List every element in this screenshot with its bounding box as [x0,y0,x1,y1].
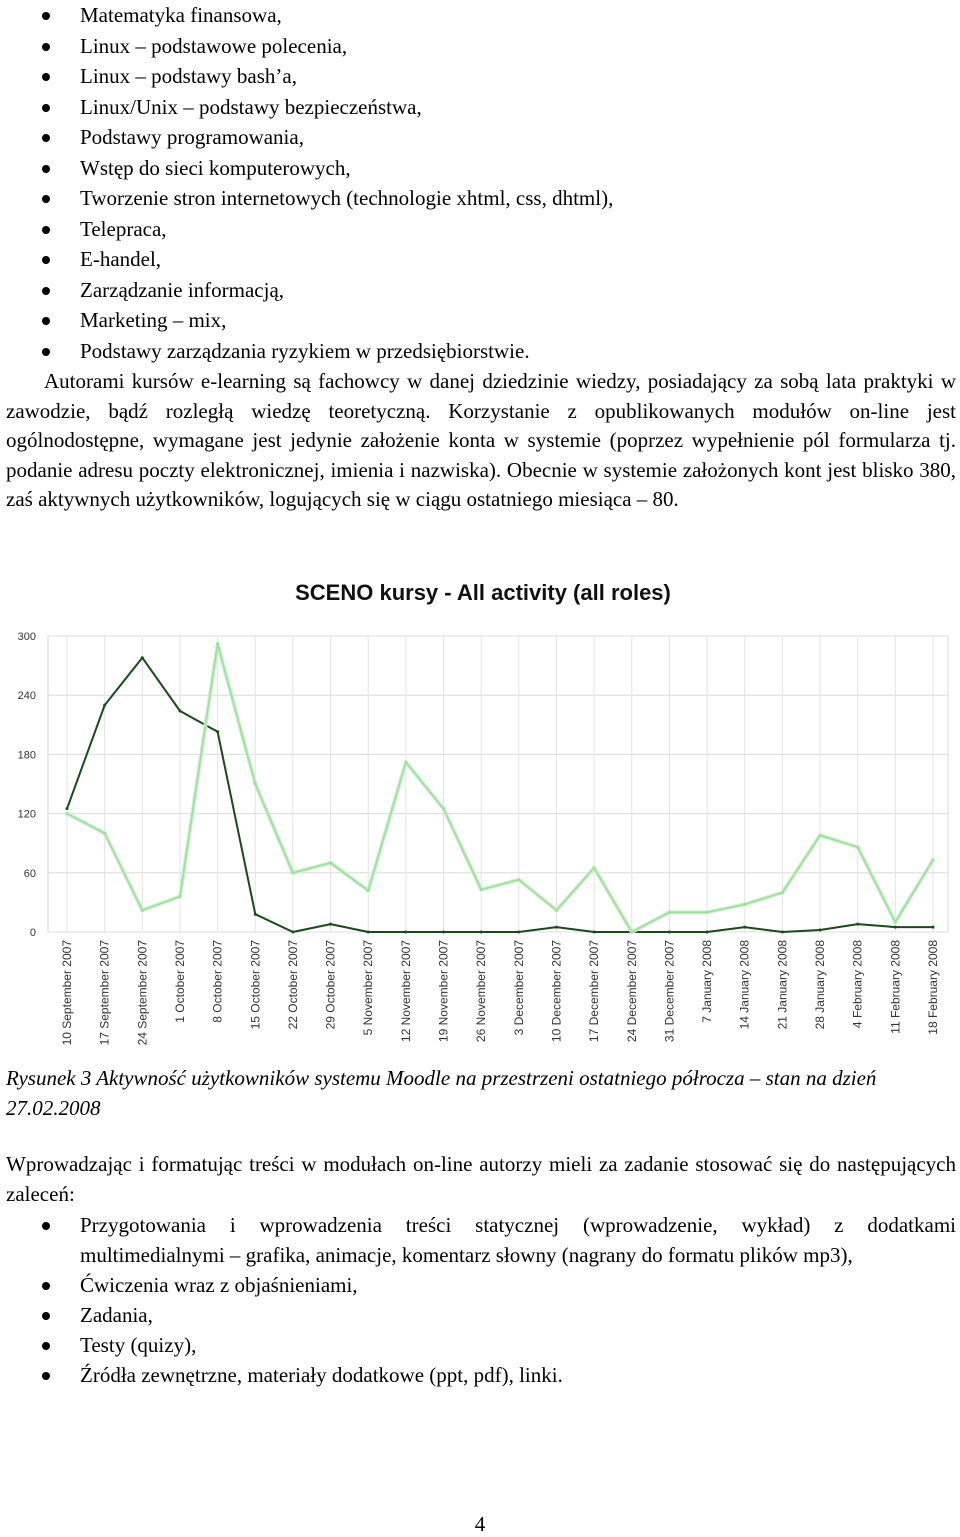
data-point [291,931,294,934]
x-tick-label: 1 October 2007 [172,940,187,1023]
data-point [367,931,370,934]
paragraph-guidelines [6,1150,956,1209]
data-point [66,812,69,815]
data-point [367,889,370,892]
chart-lines [66,642,935,933]
data-point [103,832,106,835]
data-point [781,891,784,894]
list-item: Ćwiczenia wraz z objaśnieniami, [80,1270,956,1300]
data-point [141,909,144,912]
data-point [593,866,596,869]
list-item: Telepraca, [80,214,956,245]
x-tick-label: 8 October 2007 [210,940,225,1023]
data-point [517,931,520,934]
y-tick-label: 120 [17,808,36,821]
list-item: Marketing – mix, [80,305,956,336]
x-tick-label: 22 October 2007 [285,940,300,1030]
data-point [593,931,596,934]
x-tick-label: 11 February 2008 [888,940,903,1034]
data-point [329,923,332,926]
x-tick-label: 18 February 2008 [926,940,940,1035]
data-point [932,926,935,929]
data-point [819,929,822,932]
x-tick-label: 14 January 2008 [737,940,752,1030]
x-tick-label: 19 November 2007 [436,940,451,1043]
data-point [141,656,144,659]
page-number: 4 [474,1512,486,1536]
x-axis [60,940,940,1046]
x-tick-label: 21 January 2008 [775,940,790,1030]
activity-chart [0,560,960,1060]
data-point [894,926,897,929]
data-point [216,642,219,645]
data-point [480,888,483,891]
list-item: Linux – podstawowe polecenia, [80,31,956,62]
x-tick-label: 24 September 2007 [135,940,150,1046]
data-point [706,931,709,934]
data-point [329,861,332,864]
paragraph-guidelines-text: Wprowadzając i formatując treści w modułach on-line autorzy mieli za zadanie stosować się do następujących zaleceń: [6,1152,956,1206]
chart-title: SCENO kursy - All activity (all roles) [295,580,671,605]
x-tick-label: 31 December 2007 [662,940,677,1043]
x-tick-label: 3 December 2007 [511,940,526,1036]
data-point [743,903,746,906]
paragraph-authors [6,367,956,515]
data-point [178,895,181,898]
y-tick-label: 240 [17,690,36,703]
data-point [668,931,671,934]
x-tick-label: 7 January 2008 [700,940,715,1023]
data-point [555,926,558,929]
data-point [894,921,897,924]
data-point [781,931,784,934]
list-item: Zadania, [80,1300,956,1330]
data-point [254,783,257,786]
x-tick-label: 17 September 2007 [97,940,112,1046]
data-point [216,730,219,733]
y-tick-label: 60 [23,867,36,880]
course-list [80,0,956,366]
data-point [856,923,859,926]
x-tick-label: 4 February 2008 [850,940,865,1029]
x-tick-label: 12 November 2007 [398,940,413,1043]
x-tick-label: 24 December 2007 [624,940,639,1043]
x-tick-label: 29 October 2007 [323,940,338,1030]
data-point [856,846,859,849]
list-item: E-handel, [80,244,956,275]
data-point [66,807,69,810]
data-point [932,858,935,861]
x-tick-label: 10 September 2007 [60,940,74,1046]
x-tick-label: 17 December 2007 [587,940,602,1043]
list-item: Linux/Unix – podstawy bezpieczeństwa, [80,92,956,123]
x-tick-label: 15 October 2007 [248,940,263,1030]
x-tick-label: 26 November 2007 [474,940,489,1043]
list-item: Zarządzanie informacją, [80,275,956,306]
list-item: Źródła zewnętrzne, materiały dodatkowe (ppt, pdf), linki. [80,1360,956,1390]
list-item: Matematyka finansowa, [80,0,956,31]
data-point [743,926,746,929]
list-item: Podstawy programowania, [80,122,956,153]
y-tick-label: 300 [17,631,36,643]
data-point [404,761,407,764]
x-tick-label: 10 December 2007 [549,940,564,1043]
list-item: Tworzenie stron internetowych (technologie xhtml, css, dhtml), [80,183,956,214]
data-point [517,878,520,881]
x-tick-label: 5 November 2007 [361,940,376,1036]
data-point [480,931,483,934]
data-point [291,871,294,874]
series-line [67,644,933,932]
data-point [819,834,822,837]
y-tick-label: 180 [17,749,36,762]
data-point [442,807,445,810]
list-item: Podstawy zarządzania ryzykiem w przedsiębiorstwie. [80,336,956,367]
data-point [555,909,558,912]
list-item: Linux – podstawy bash’a, [80,61,956,92]
data-point [103,704,106,707]
paragraph-authors-text: Autorami kursów e-learning są fachowcy w danej dziedzinie wiedzy, posiadający za sobą lata praktyki w zawodzie, bądź rozległą wiedzę teoretyczną. Korzystanie z opublikowanych modułów on-line jest ogólnodostępne, wymagane jest jedynie założenie konta w systemie (poprzez wypełnienie pól formularza tj. podanie adresu poczty elektronicznej, imienia i nazwiska). Obecnie w systemie założonych kont jest blisko 380, zaś aktywnych użytkowników, logujących się w ciągu ostatniego miesiąca – 80. [6,369,956,511]
guidelines-list [80,1210,956,1390]
data-point [254,913,257,916]
data-point [630,931,633,934]
list-item: Przygotowania i wprowadzenia treści statycznej (wprowadzenie, wykład) z dodatkami multimedialnymi – grafika, animacje, komentarz słowny (nagrany do formatu plików mp3), [80,1210,956,1270]
list-item: Testy (quizy), [80,1330,956,1360]
data-point [404,931,407,934]
data-point [706,911,709,914]
x-tick-label: 28 January 2008 [813,940,828,1030]
data-point [668,911,671,914]
list-item: Wstęp do sieci komputerowych, [80,153,956,184]
figure-caption: Rysunek 3 Aktywność użytkowników systemu Moodle na przestrzeni ostatniego półrocza – stan na dzień 27.02.2008 [6,1066,877,1120]
y-axis [18,631,36,939]
y-tick-label: 0 [29,927,36,939]
data-point [178,709,181,712]
data-point [442,931,445,934]
